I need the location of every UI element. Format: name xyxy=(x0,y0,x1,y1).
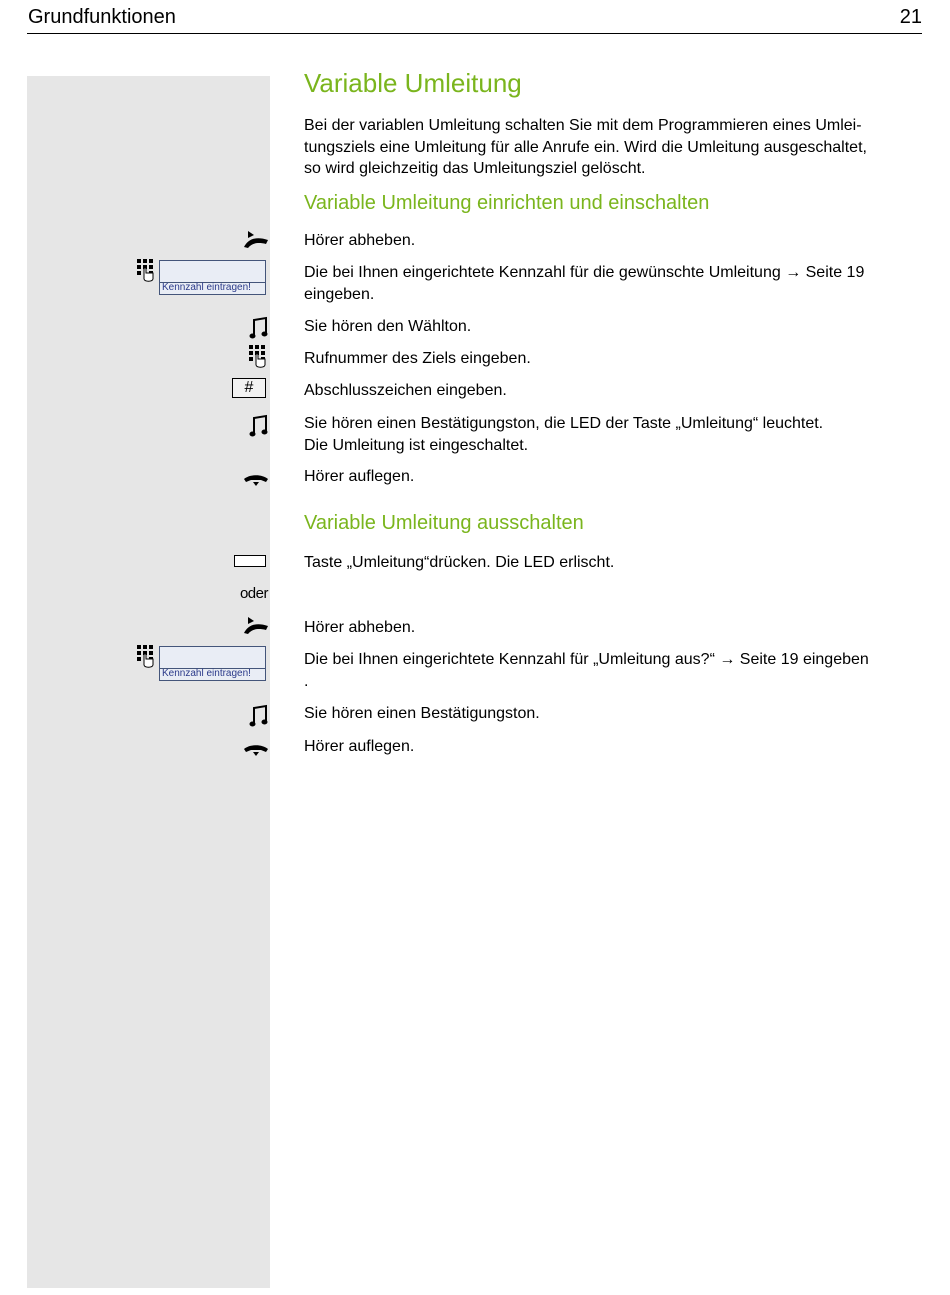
phone-display xyxy=(159,260,266,295)
step-text xyxy=(304,649,924,692)
intro-line: Bei der variablen Umleitung schalten Sie mit dem Programmieren eines Umlei- xyxy=(304,117,862,134)
step-text: Hörer abheben. xyxy=(304,619,416,636)
hash-key-icon: # xyxy=(232,378,266,398)
intro-line: tungsziels eine Umleitung für alle Anrufe ein. Wird die Umleitung ausgeschaltet, xyxy=(304,138,867,156)
step-line: . xyxy=(304,672,309,690)
step-text: Hörer abheben. xyxy=(304,232,416,249)
step-text: Hörer auflegen. xyxy=(304,468,415,485)
step-text: Sie hören den Wählton. xyxy=(304,318,472,335)
music-note-icon xyxy=(249,704,269,728)
step-line: Die bei Ihnen eingerichtete Kennzahl für die gewünschte Umleitung → Seite 19 xyxy=(304,264,865,281)
step-text: Rufnummer des Ziels eingeben. xyxy=(304,350,531,367)
keypad-icon xyxy=(136,644,156,670)
step-text: Taste „Umleitung“drücken. Die LED erlischt. xyxy=(304,554,615,571)
subsection-title-setup: Variable Umleitung einrichten und einschalten xyxy=(304,192,710,214)
keypad-icon xyxy=(136,258,156,284)
page-number: 21 xyxy=(899,6,922,28)
step-text: Hörer auflegen. xyxy=(304,738,415,755)
step-text xyxy=(304,413,924,456)
handset-lift-icon xyxy=(242,616,270,636)
step-line: Die Umleitung ist eingeschaltet. xyxy=(304,436,529,454)
handset-hangup-icon xyxy=(242,472,270,488)
step-text: Abschlusszeichen eingeben. xyxy=(304,382,507,399)
function-key-icon xyxy=(234,555,266,567)
section-title: Variable Umleitung xyxy=(304,68,522,98)
step-line: Die bei Ihnen eingerichtete Kennzahl für „Umleitung aus?“ → Seite 19 eingeben xyxy=(304,651,869,668)
intro-paragraph xyxy=(304,115,924,180)
display-label: Kennzahl eintragen! xyxy=(162,668,251,679)
handset-hangup-icon xyxy=(242,742,270,758)
alternative-label: oder xyxy=(239,585,268,602)
intro-line: so wird gleichzeitig das Umleitungsziel gelöscht. xyxy=(304,160,646,177)
handset-lift-icon xyxy=(242,230,270,250)
music-note-icon xyxy=(249,316,269,340)
step-text: Sie hören einen Bestätigungston. xyxy=(304,705,540,722)
page-header-title: Grundfunktionen xyxy=(28,6,176,28)
header-divider xyxy=(27,33,922,34)
display-label: Kennzahl eintragen! xyxy=(162,282,251,293)
phone-display xyxy=(159,646,266,681)
keypad-icon xyxy=(248,344,268,370)
music-note-icon xyxy=(249,414,269,438)
step-text xyxy=(304,262,924,305)
step-line: Sie hören einen Bestätigungston, die LED der Taste „Umleitung“ leuchtet. xyxy=(304,415,824,432)
step-line: eingeben. xyxy=(304,285,375,303)
subsection-title-disable: Variable Umleitung ausschalten xyxy=(304,512,584,534)
